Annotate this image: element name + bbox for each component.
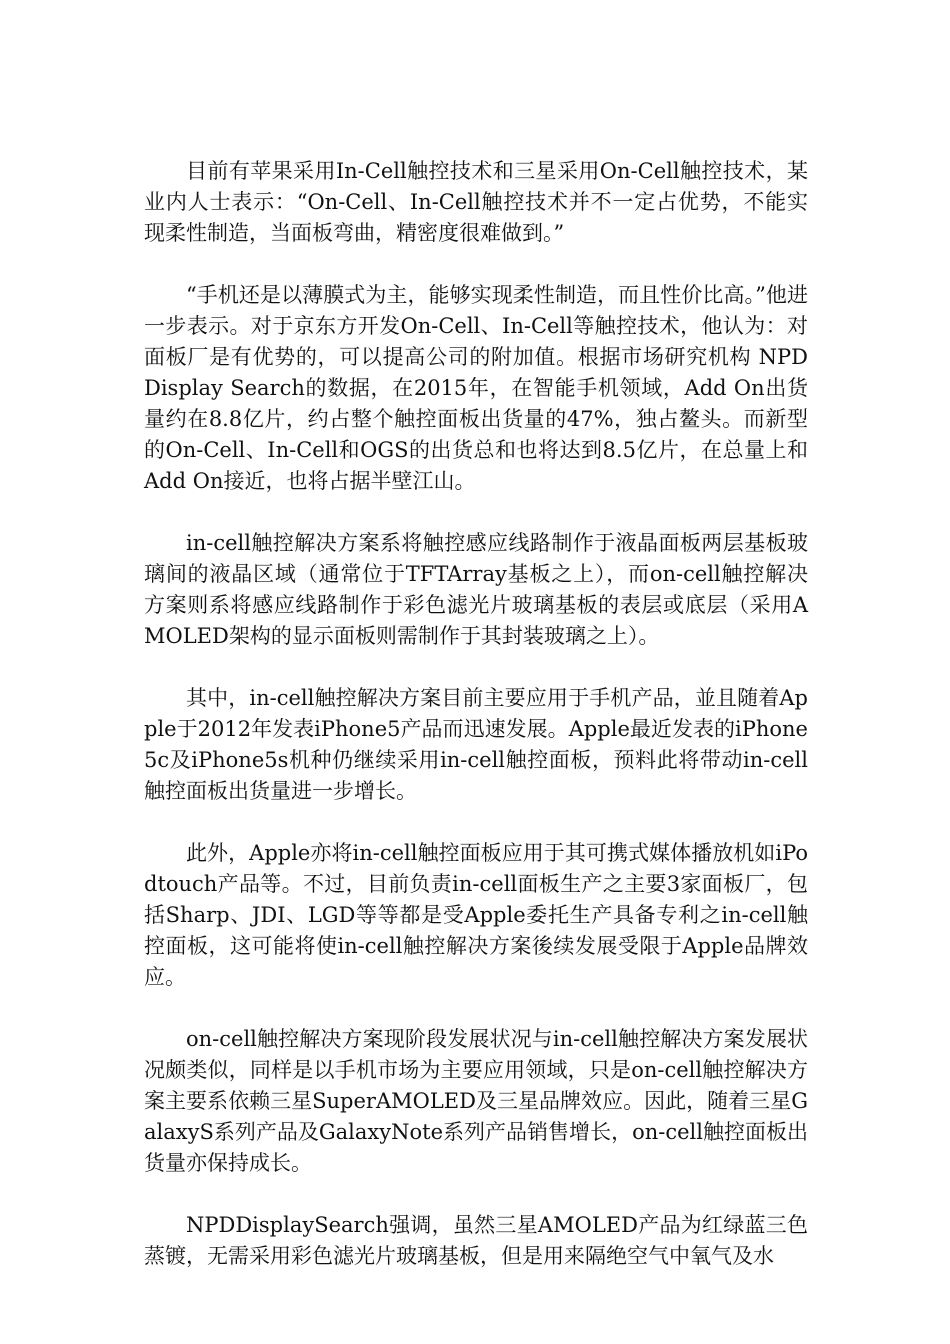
paragraph-4: 其中，in-cell触控解决方案目前主要应用于手机产品，並且随着Apple于2012年发表iPhone5产品而迅速发展。Apple最近发表的iPhone5c及iPhone5s机种仍继续采用in-cell触控面板，预料此将带动in-cell触控面板出货量进一步增长。 <box>144 686 808 803</box>
paragraph-5: 此外，Apple亦将in-cell触控面板应用于其可携式媒体播放机如iPodtouch产品等。不过，目前负责in-cell面板生产之主要3家面板厂，包括Sharp、JDI、LGD等等都是受Apple委托生产具备专利之in-cell触控面板，这可能将使in-cell触控解决方案後续发展受限于Apple品牌效应。 <box>144 841 808 989</box>
document-body <box>144 156 808 1272</box>
paragraph-1: 目前有苹果采用In-Cell触控技术和三星采用On-Cell触控技术，某业内人士表示：“On-Cell、In-Cell触控技术并不一定占优势，不能实现柔性制造，当面板弯曲，精密度很难做到。” <box>144 159 808 245</box>
paragraph-6: on-cell触控解决方案现阶段发展状况与in-cell触控解决方案发展状况颇类似，同样是以手机市场为主要应用领域，只是on-cell触控解决方案主要系依赖三星SuperAMOLED及三星品牌效应。因此，随着三星GalaxyS系列产品及GalaxyNote系列产品销售增长，on-cell触控面板出货量亦保持成长。 <box>144 1027 808 1175</box>
paragraph-2: “手机还是以薄膜式为主，能够实现柔性制造，而且性价比高。”他进一步表示。对于京东方开发On-Cell、In-Cell等触控技术，他认为：对面板厂是有优势的，可以提高公司的附加值。根据市场研究机构 NPD Display Search的数据，在2015年，在智能手机领域，Add On出货量约在8.8亿片，约占整个触控面板出货量的47%，独占鳌头。而新型的On-Cell、In-Cell和OGS的出货总和也将达到8.5亿片，在总量上和Add On接近，也将占据半壁江山。 <box>144 283 808 493</box>
paragraph-7: NPDDisplaySearch强调，虽然三星AMOLED产品为红绿蓝三色蒸镀，无需采用彩色滤光片玻璃基板，但是用来隔绝空气中氧气及水 <box>144 1213 808 1268</box>
paragraph-3: in-cell触控解决方案系将触控感应线路制作于液晶面板两层基板玻璃间的液晶区域（通常位于TFTArray基板之上），而on-cell触控解决方案则系将感应线路制作于彩色滤光片玻璃基板的表层或底层（采用AMOLED架构的显示面板则需制作于其封装玻璃之上）。 <box>144 531 808 648</box>
